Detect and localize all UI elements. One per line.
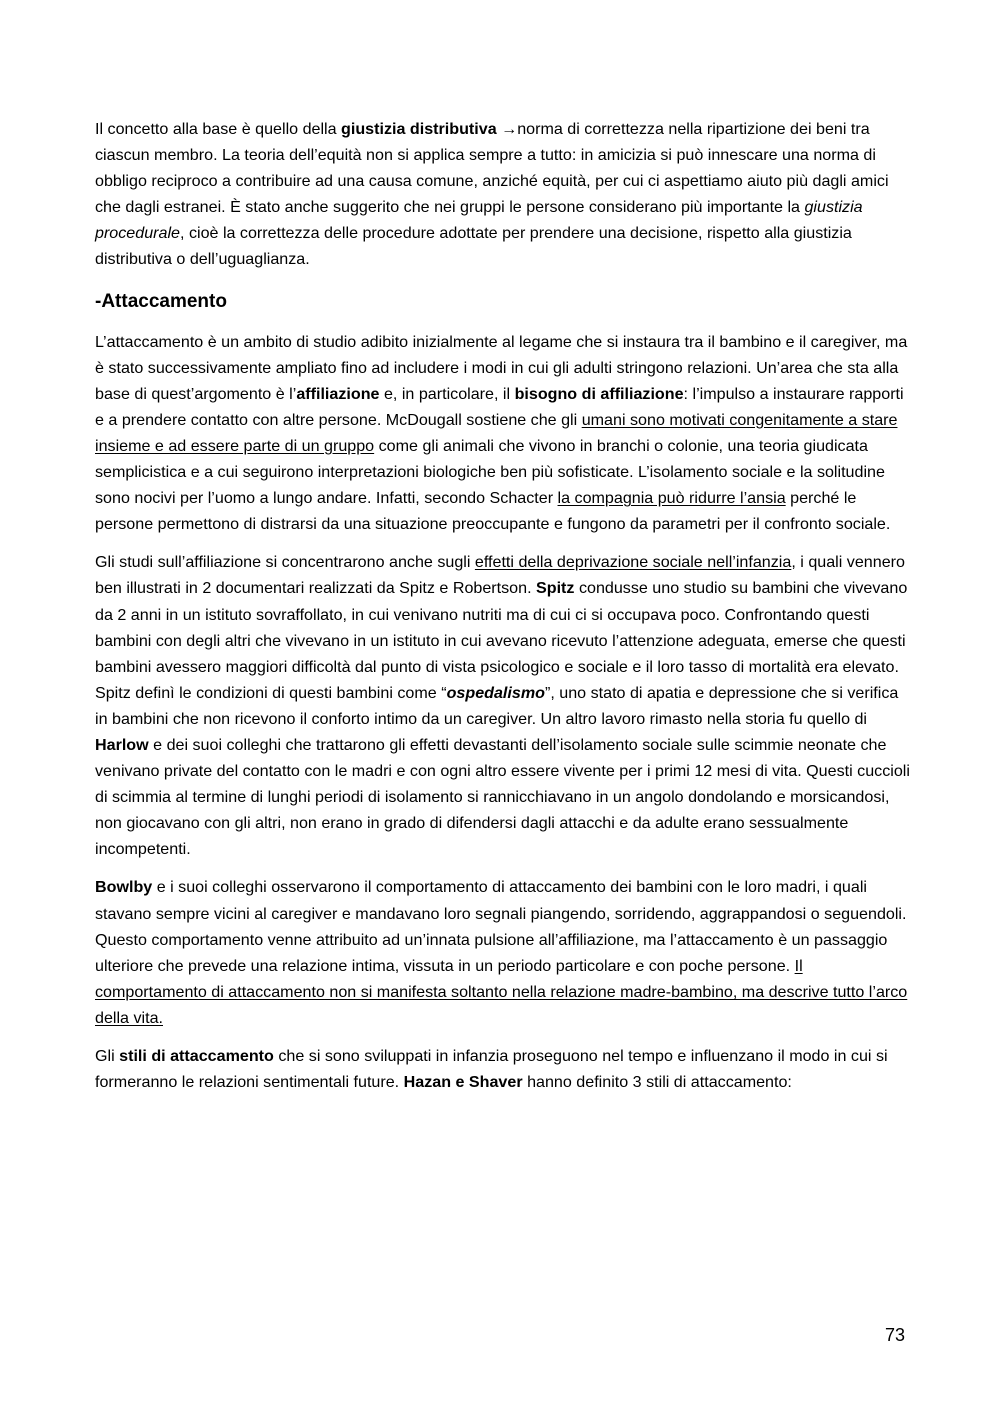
- term-hospitalism: ospedalismo: [446, 683, 545, 702]
- term-distributive-justice: giustizia distributiva: [341, 120, 497, 138]
- paragraph-attachment-styles: Gli stili di attaccamento che si sono sviluppati in infanzia proseguono nel tempo e influenzano il modo in cui si formeranno le relazioni sentimentali future. Hazan e Shaver hanno definito 3 stili di attaccamento:: [95, 1047, 888, 1092]
- term-procedural-justice: giustizia procedurale: [95, 198, 863, 243]
- section-heading: -Attaccamento: [95, 290, 227, 312]
- underlined-schacter-claim: la compagnia può ridurre l’ansia: [557, 489, 786, 508]
- term-affiliation: affiliazione: [296, 384, 380, 403]
- term-need-for-affiliation: bisogno di affiliazione: [514, 384, 684, 403]
- paragraph-deprivation-studies: Gli studi sull’affiliazione si concentrarono anche sugli effetti della deprivazione sociale nell’infanzia, i quali vennero ben illustrati in 2 documentari realizzati da Spitz e Robertson. Spitz condusse uno studio su bambini che vivevano da 2 anni in un istituto sovraffollato, in cui venivano nutriti ma di cui ci si occupava poco. Confrontando questi bambini con degli altri che vivevano in un istituto in cui avevano ricevuto l’attenzione adeguata, emerse che questi bambini avessero maggiori difficoltà dal punto di vista psicologico e sociale e il loro tasso di mortalità era elevato. Spitz definì le condizioni di questi bambini come “ospedalismo”, uno stato di apatia e depressione che si verifica in bambini che non ricevono il conforto intimo da un caregiver. Un altro lavoro rimasto nella storia fu quello di Harlow e dei suoi colleghi che trattarono gli effetti devastanti dell’isolamento sociale sulle scimmie neonate che venivano private del contatto con le madri e con ogni altro essere vivente per i primi 12 mesi di vita. Questi cuccioli di scimmia al termine di lunghi periodi di isolamento si rannicchiavano in un angolo dondolando e morsicandosi, non giocavano con gli altri, non erano in grado di difendersi dagli attacchi e da adulte erano sessualmente incompetenti.: [95, 553, 910, 859]
- underlined-attachment-lifespan: Il comportamento di attaccamento non si manifesta soltanto nella relazione madre-bambino, ma descrive tutto l’arco della vita.: [95, 956, 908, 1027]
- name-spitz: Spitz: [536, 579, 575, 598]
- document-page: [95, 116, 910, 1107]
- paragraph-bowlby: Bowlby e i suoi colleghi osservarono il comportamento di attaccamento dei bambini con le loro madri, i quali stavano sempre vicini al caregiver e mandavano loro segnali piangendo, sorridendo, aggrappandosi o seguendoli. Questo comportamento venne attribuito ad un’innata pulsione all’affiliazione, ma l’attaccamento è un passaggio ulteriore che prevede una relazione intima, vissuta in un periodo particolare e con poche persone. Il comportamento di attaccamento non si manifesta soltanto nella relazione madre-bambino, ma descrive tutto l’arco della vita.: [95, 878, 908, 1027]
- underlined-deprivation-effects: effetti della deprivazione sociale nell’infanzia: [474, 553, 792, 572]
- term-attachment-styles: stili di attaccamento: [119, 1047, 274, 1065]
- name-harlow: Harlow: [95, 735, 149, 754]
- paragraph-justice: Il concetto alla base è quello della giustizia distributiva →norma di correttezza nella ripartizione dei beni tra ciascun membro. La teoria dell’equità non si applica sempre a tutto: in amicizia si può innescare una norma di obbligo reciproco a contribuire ad una causa comune, anziché equità, per cui ci aspettiamo aiuto più dagli amici che dagli estranei. È stato anche suggerito che nei gruppi le persone considerano più importante la giustizia procedurale, cioè la correttezza delle procedure adottate per prendere una decisione, rispetto alla giustizia distributiva o dell’uguaglianza.: [95, 120, 889, 269]
- underlined-mcdougall-claim: umani sono motivati congenitamente a stare insieme e ad essere parte di un gruppo: [95, 410, 898, 455]
- paragraph-attachment-intro: L’attaccamento è un ambito di studio adibito inizialmente al legame che si instaura tra il bambino e il caregiver, ma è stato successivamente ampliato fino ad includere i modi in cui gli adulti stringono relazioni. Un’area che sta alla base di quest’argomento è l’affiliazione e, in particolare, il bisogno di affiliazione: l’impulso a instaurare rapporti e a prendere contatto con altre persone. McDougall sostiene che gli umani sono motivati congenitamente a stare insieme e ad essere parte di un gruppo come gli animali che vivono in branchi o colonie, una teoria giudicata semplicistica e a cui seguirono interpretazioni biologiche ben più sofisticate. L’isolamento sociale e la solitudine sono nocivi per l’uomo a lungo andare. Infatti, secondo Schacter la compagnia può ridurre l’ansia perché le persone permettono di distrarsi da una situazione preoccupante e fungono da parametri per il confronto sociale.: [95, 332, 908, 534]
- name-bowlby: Bowlby: [95, 878, 153, 897]
- page-number: 73: [884, 1325, 905, 1345]
- name-hazan-shaver: Hazan e Shaver: [403, 1073, 523, 1092]
